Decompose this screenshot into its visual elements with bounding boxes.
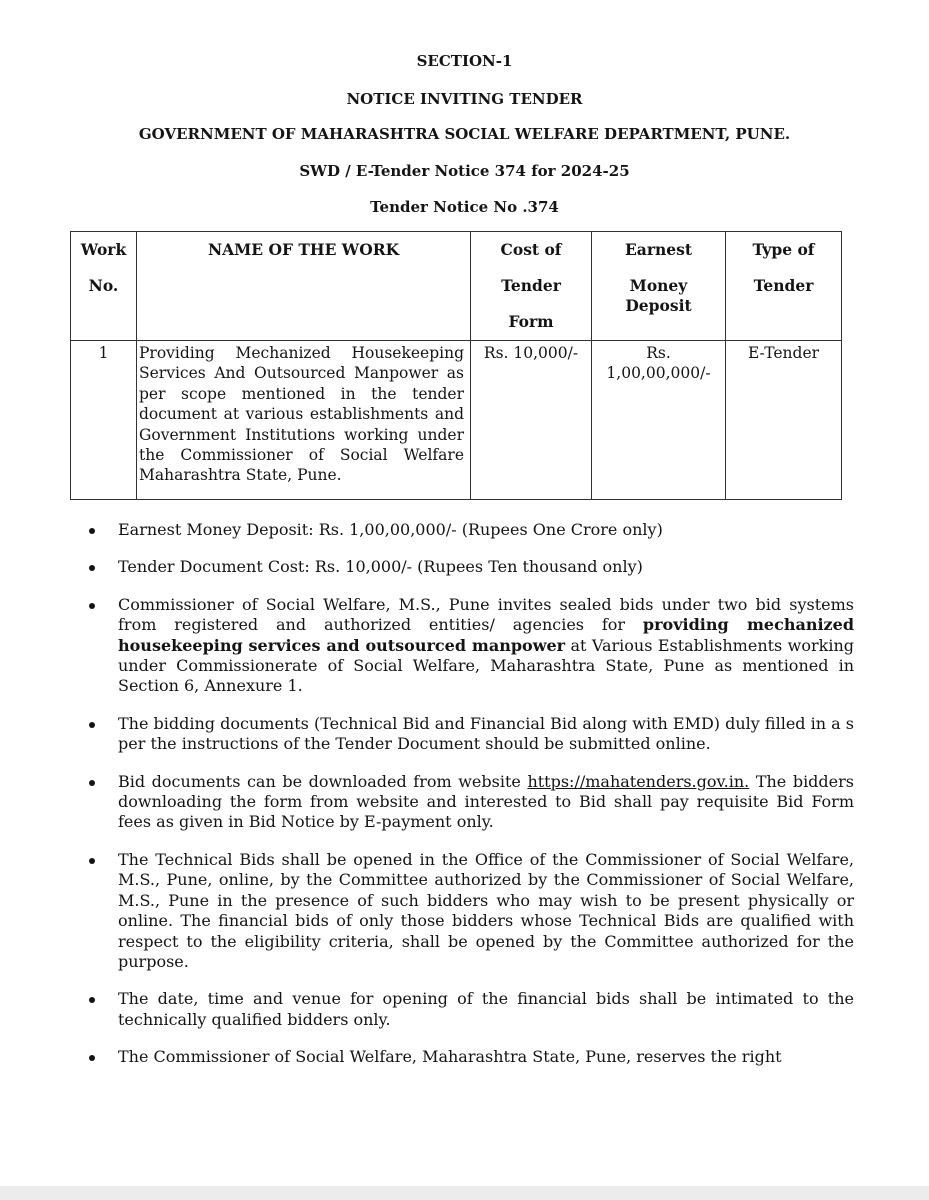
- bullet-icon: [89, 1055, 95, 1061]
- bullet-icon: [89, 603, 95, 609]
- page-bottom-edge: [0, 1186, 929, 1200]
- bullet-icon: [89, 780, 95, 786]
- emd-cell: Rs. 1,00,00,000/-: [592, 341, 726, 500]
- bullet-icon: [89, 722, 95, 728]
- list-item: Tender Document Cost: Rs. 10,000/- (Rupees Ten thousand only): [0, 557, 929, 577]
- etender-notice-heading: SWD / E-Tender Notice 374 for 2024-25: [299, 162, 630, 180]
- bold-scope-text: providing mechanized housekeeping services and outsourced manpower: [118, 615, 855, 655]
- list-item: The Technical Bids shall be opened in the Office of the Commissioner of Social Welfare, M.S., Pune, online, by the Committee authorized by the Commissioner of Social Welfare, M.S., Pune in the presence of such bidders who may wish to be present physically or online. The financial bids of only those bidders whose Technical Bids are qualified with respect to the eligibility criteria, shall be opened by the Committee authorized for the purpose.: [0, 850, 929, 972]
- list-item: The bidding documents (Technical Bid and Financial Bid along with EMD) duly filled in a s per the instructions of the Tender Document should be submitted online.: [0, 714, 929, 755]
- tender-number-heading: Tender Notice No .374: [370, 198, 559, 216]
- list-item: Commissioner of Social Welfare, M.S., Pune invites sealed bids under two bid systems from registered and authorized entities/ agencies for providing mechanized housekeeping services and outsourced manpower at Various Establishments working under Commissionerate of Social Welfare, Maharashtra State, Pune as mentioned in Section 6, Annexure 1.: [0, 595, 929, 697]
- header-cost-of-tender-form: Cost of Tender Form: [471, 232, 592, 341]
- tender-type-cell: E-Tender: [726, 341, 842, 500]
- header-work-no: Work No.: [71, 232, 137, 341]
- section-heading: SECTION-1: [416, 52, 513, 70]
- header-type-of-tender: Type of Tender: [726, 232, 842, 341]
- list-item: The date, time and venue for opening of the financial bids shall be intimated to the technically qualified bidders only.: [0, 989, 929, 1030]
- header-earnest-money-deposit: Earnest Money Deposit: [592, 232, 726, 341]
- bullet-icon: [89, 997, 95, 1003]
- tender-table: [70, 231, 842, 500]
- header-name-of-work: NAME OF THE WORK: [137, 232, 471, 341]
- notes-list: [0, 520, 929, 1068]
- bullet-icon: [89, 528, 95, 534]
- cost-cell: Rs. 10,000/-: [471, 341, 592, 500]
- list-item: Earnest Money Deposit: Rs. 1,00,00,000/- (Rupees One Crore only): [0, 520, 929, 540]
- work-no-cell: 1: [71, 341, 137, 500]
- list-item: The Commissioner of Social Welfare, Maharashtra State, Pune, reserves the right: [0, 1047, 929, 1067]
- mahatenders-link[interactable]: https://mahatenders.gov.in.: [527, 771, 750, 791]
- bullet-icon: [89, 858, 95, 864]
- table-row: [71, 341, 842, 500]
- list-item: Bid documents can be downloaded from website https://mahatenders.gov.in. The bidders downloading the form from website and interested to Bid shall pay requisite Bid Form fees as given in Bid Notice by E-payment only.: [0, 772, 929, 833]
- work-name-cell: Providing Mechanized Housekeeping Services And Outsourced Manpower as per scope mentioned in the tender document at various establishments and Government Institutions working under the Commissioner of Social Welfare Maharashtra State, Pune.: [137, 341, 471, 500]
- bullet-icon: [89, 565, 95, 571]
- department-heading: GOVERNMENT OF MAHARASHTRA SOCIAL WELFARE DEPARTMENT, PUNE.: [138, 125, 791, 143]
- table-header-row: [71, 232, 842, 341]
- notice-title: NOTICE INVITING TENDER: [346, 90, 583, 108]
